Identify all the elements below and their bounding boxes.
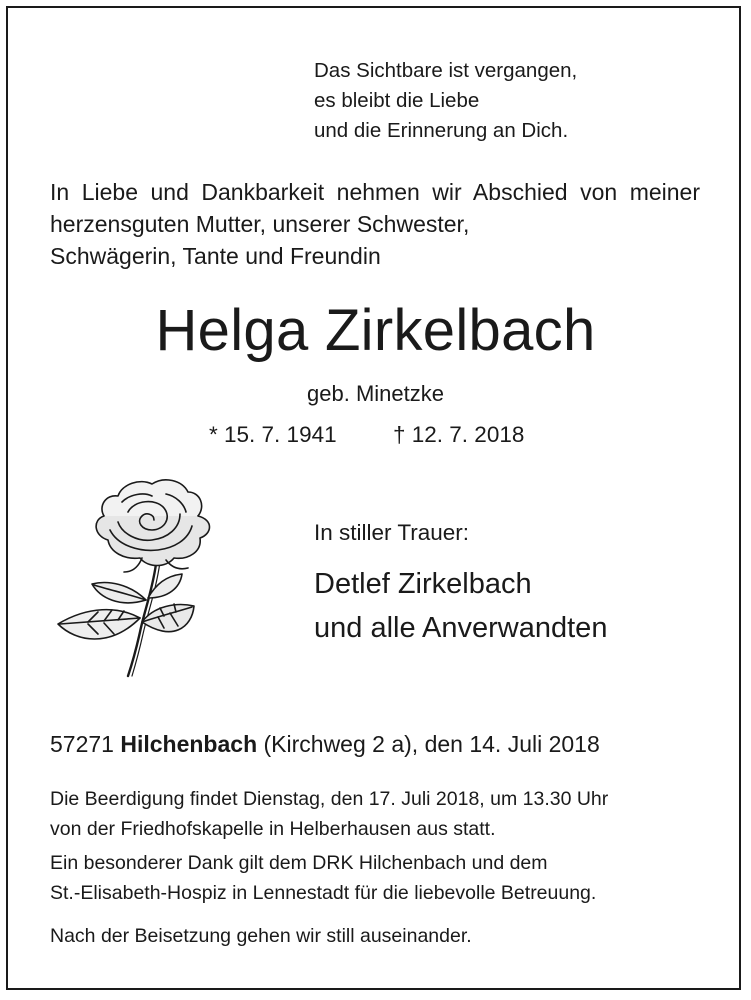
deceased-name: Helga Zirkelbach: [155, 298, 596, 363]
zip-code: 57271: [50, 731, 114, 757]
closing-notice: Nach der Beisetzung gehen wir still auseinander.: [50, 925, 472, 947]
thanks-line: St.-Elisabeth-Hospiz in Lennestadt für die liebevolle Betreuung.: [50, 882, 597, 904]
intro-text: [50, 176, 700, 272]
mourning-label: In stiller Trauer:: [314, 520, 470, 545]
address-date: (Kirchweg 2 a), den 14. Juli 2018: [263, 731, 600, 757]
poem-line: Das Sichtbare ist vergangen,: [314, 59, 578, 82]
intro-line: In Liebe und Dankbarkeit nehmen wir Abschied von: [50, 179, 618, 205]
thanks-line: Ein besonderer Dank gilt dem DRK Hilchenbach und dem: [50, 852, 548, 874]
mourner-line: und alle Anverwandten: [314, 612, 608, 644]
intro-line: Schwägerin, Tante und Freundin: [50, 243, 381, 269]
poem-line: und die Erinnerung an Dich.: [314, 119, 569, 142]
funeral-line: von der Friedhofskapelle in Helberhausen aus statt.: [50, 818, 496, 840]
birth-date: * 15. 7. 1941: [209, 422, 337, 447]
mourners: [314, 562, 607, 650]
funeral-line: Die Beerdigung findet Dienstag, den 17. Juli 2018, um 13.30 Uhr: [50, 788, 609, 810]
place-date: [50, 728, 600, 760]
thanks-notice: [50, 848, 700, 908]
maiden-name: geb. Minetzke: [307, 381, 444, 406]
rose-icon: [48, 472, 238, 682]
mourner-line: Detlef Zirkelbach: [314, 568, 532, 600]
intro-line: meiner herzensguten Mutter, unserer Schwester,: [50, 179, 701, 237]
death-date: † 12. 7. 2018: [393, 422, 525, 447]
poem: [314, 56, 577, 146]
funeral-notice: [50, 784, 700, 844]
poem-line: es bleibt die Liebe: [314, 89, 480, 112]
town-name: Hilchenbach: [120, 731, 258, 757]
